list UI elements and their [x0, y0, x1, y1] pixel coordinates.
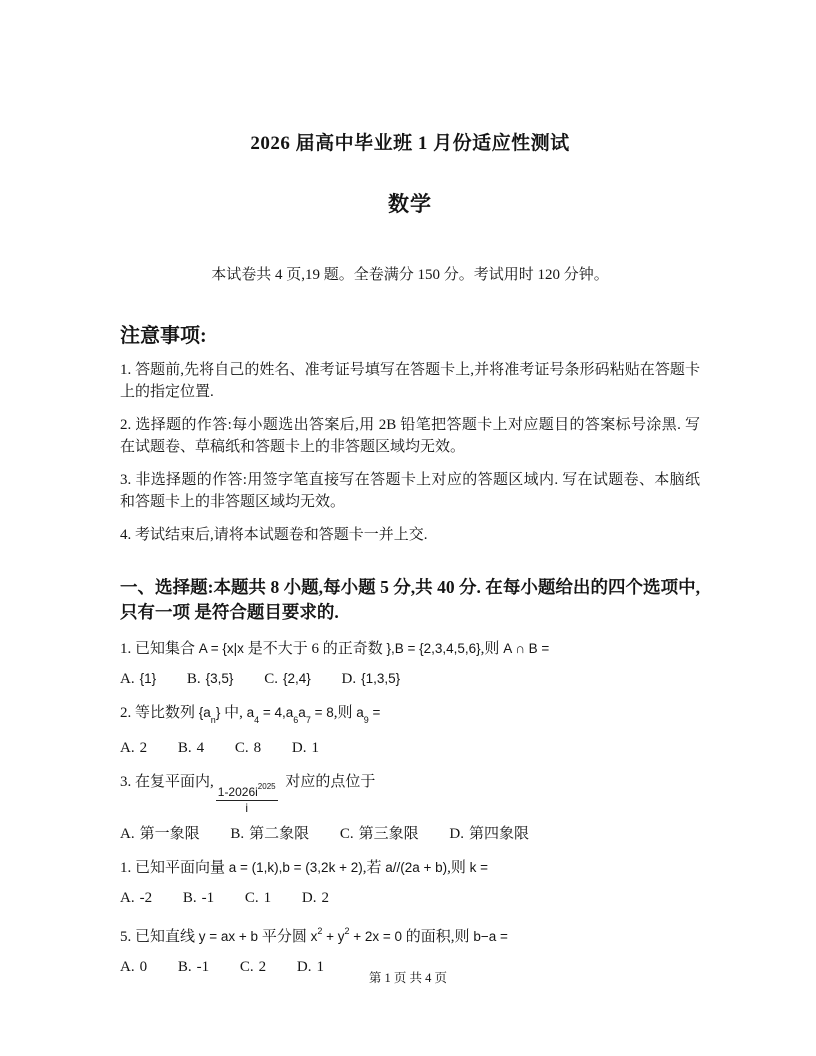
option-value: 0	[139, 959, 148, 975]
stem-segment: 对应的点位于	[281, 774, 376, 790]
option-a	[120, 888, 152, 908]
stem-segment: ,则	[480, 641, 504, 657]
option-value: 第一象限	[139, 826, 200, 842]
stem-segment: ,若	[362, 860, 386, 876]
stem-segment: a//(2a + b)	[385, 860, 448, 875]
option-letter: C.	[264, 671, 278, 687]
option-c	[340, 824, 419, 844]
stem-segment: a	[356, 705, 364, 720]
question-1-options	[120, 669, 700, 689]
question-5-stem	[120, 921, 700, 948]
stem-segment: 1-2026i	[217, 785, 258, 799]
superscript: 2	[344, 926, 350, 936]
stem-segment: {a	[198, 705, 211, 720]
stem-segment: a	[246, 705, 255, 720]
stem-segment: 1. 已知集合	[120, 641, 199, 657]
option-d	[342, 669, 401, 689]
notice-item-1: 1. 答题前,先将自己的姓名、准考证号填写在答题卡上,并将准考证号条形码粘贴在答题卡上的指定位置.	[120, 362, 700, 400]
option-value: 第三象限	[358, 826, 419, 842]
option-letter: B.	[182, 890, 197, 906]
question-1	[120, 638, 700, 689]
option-c	[264, 669, 311, 689]
stem-segment: 2. 等比数列	[120, 705, 199, 721]
option-letter: C.	[239, 959, 254, 975]
stem-segment: =	[368, 705, 381, 720]
option-b	[230, 824, 309, 844]
question-3-options	[120, 824, 700, 844]
option-letter: B.	[177, 740, 192, 756]
option-value: 第二象限	[249, 826, 310, 842]
option-b	[183, 888, 214, 908]
question-2-options	[120, 738, 700, 758]
option-d	[302, 888, 329, 908]
notice-item-3: 3. 非选择题的作答:用签字笔直接写在答题卡上对应的答题区域内. 写在试题卷、本脑纸和答题卡上的非答题区域均无效。	[120, 472, 700, 510]
option-value: {2,4}	[282, 671, 311, 686]
subject-title: 数学	[388, 192, 432, 216]
question-1-stem	[120, 638, 700, 660]
option-letter: B.	[230, 826, 245, 842]
option-b	[178, 738, 204, 758]
stem-segment: k =	[469, 860, 489, 875]
option-value: 2	[258, 959, 267, 975]
question-2	[120, 702, 700, 758]
stem-segment: a = (1,k),b = (3,2k + 2)	[228, 860, 363, 875]
option-value: -1	[201, 890, 215, 906]
superscript: 2025	[257, 782, 276, 791]
option-value: {1}	[139, 671, 157, 686]
stem-segment: ,则	[447, 860, 470, 876]
stem-segment: },B = {2,3,4,5,6}	[386, 641, 481, 656]
option-value: 1	[263, 890, 272, 906]
stem-segment: = 8	[310, 705, 334, 720]
stem-segment: x	[310, 929, 318, 944]
option-a	[120, 669, 156, 689]
option-letter: D.	[291, 740, 307, 756]
subscript: 7	[305, 715, 311, 725]
notice-item-2: 2. 选择题的作答:每小题选出答案后,用 2B 铅笔把答题卡上对应题目的答案标号涂黑. 写在试题卷、草稿纸和答题卡上的非答题区域均无效。	[120, 417, 700, 455]
question-4-stem	[120, 857, 700, 879]
page-footer: 第 1 页 共 4 页	[368, 971, 448, 985]
stem-segment: a	[298, 705, 306, 720]
option-b	[187, 669, 234, 689]
question-3-stem	[120, 771, 700, 815]
stem-segment: 3. 在复平面内,	[120, 774, 214, 790]
fraction-numerator	[216, 782, 278, 801]
stem-segment: ,则	[333, 705, 357, 721]
option-value: -2	[139, 890, 153, 906]
option-letter: C.	[339, 826, 354, 842]
option-letter: C.	[234, 740, 249, 756]
stem-segment: b−a =	[473, 929, 508, 944]
option-letter: B.	[186, 671, 201, 687]
stem-segment: A = {x|x	[198, 641, 248, 656]
question-4	[120, 857, 700, 908]
notice-heading: 注意事项:	[120, 325, 207, 347]
option-value: 第四象限	[469, 826, 530, 842]
subscript: n	[210, 715, 216, 725]
question-2-stem	[120, 702, 700, 729]
section-heading: 一、选择题:本题共 8 小题,每小题 5 分,共 40 分. 在每小题给出的四个选项中,只有一项 是符合题目要求的.	[120, 577, 700, 622]
option-c	[235, 738, 261, 758]
subscript: 4	[254, 715, 260, 725]
stem-segment: y = ax + b	[198, 929, 262, 944]
stem-segment: + 2x = 0	[349, 929, 406, 944]
option-letter: C.	[244, 890, 259, 906]
option-d	[292, 738, 319, 758]
option-a	[120, 824, 200, 844]
option-d	[449, 824, 529, 844]
stem-segment: 的面积,则	[405, 929, 474, 945]
stem-segment: }	[215, 705, 225, 720]
fraction	[216, 782, 278, 815]
option-c	[245, 888, 271, 908]
stem-segment: 5. 已知直线	[120, 929, 199, 945]
stem-segment: 平分圆	[261, 929, 311, 945]
question-4-options	[120, 888, 700, 908]
fraction-denominator: i	[245, 801, 249, 815]
option-a	[120, 738, 147, 758]
question-3	[120, 771, 700, 844]
stem-segment: 是不大于 6 的正奇数	[247, 641, 387, 657]
option-value: 2	[139, 740, 148, 756]
option-letter: A.	[120, 890, 135, 906]
stem-segment: = 4,a	[259, 705, 294, 720]
option-letter: D.	[301, 890, 317, 906]
option-letter: A.	[120, 740, 135, 756]
option-letter: A.	[120, 959, 135, 975]
subscript: 9	[363, 715, 369, 725]
option-value: {1,3,5}	[361, 671, 401, 686]
option-value: 1	[316, 959, 324, 975]
option-letter: B.	[177, 959, 192, 975]
doc-title: 2026 届高中毕业班 1 月份适应性测试	[250, 133, 570, 154]
option-value: 4	[196, 740, 205, 756]
option-value: 2	[321, 890, 329, 906]
option-value: {3,5}	[205, 671, 234, 686]
option-value: 8	[253, 740, 262, 756]
notice-item-4: 4. 考试结束后,请将本试题卷和答题卡一并上交.	[120, 527, 428, 543]
exam-info-line: 本试卷共 4 页,19 题。全卷满分 150 分。考试用时 120 分钟。	[211, 267, 609, 283]
stem-segment: 中,	[224, 705, 247, 721]
option-letter: D.	[341, 671, 357, 687]
option-letter: A.	[120, 671, 135, 687]
stem-segment: 1. 已知平面向量	[120, 860, 229, 876]
subscript: 6	[293, 715, 299, 725]
stem-segment: A ∩ B =	[503, 641, 550, 656]
option-value: 1	[311, 740, 319, 756]
option-letter: D.	[296, 959, 312, 975]
stem-segment: + y	[322, 929, 345, 944]
option-letter: A.	[120, 826, 135, 842]
option-value: -1	[196, 959, 210, 975]
option-letter: D.	[449, 826, 465, 842]
superscript: 2	[317, 926, 323, 936]
